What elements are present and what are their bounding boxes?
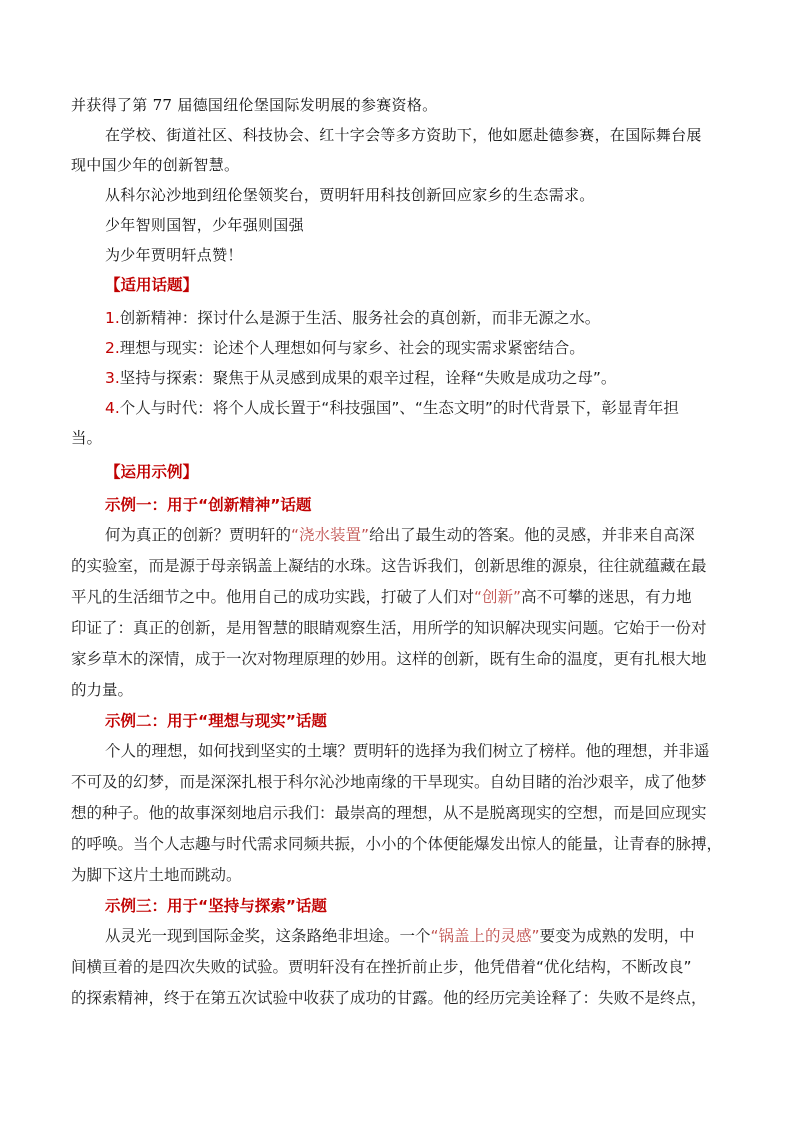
example-title-suffix: 话题: [295, 712, 327, 730]
example-title-suffix: 话题: [280, 496, 312, 514]
intro-line: 为少年贾明轩点赞！: [105, 246, 243, 264]
topics-list: [71, 303, 727, 453]
intro-line: 现中国少年的创新智慧。: [71, 156, 240, 174]
paragraph-line: 的实验室，而是源于母亲锅盖上凝结的水珠。这告诉我们，创新思维的源泉，往往就蕴藏在最: [71, 557, 707, 575]
paragraph-line: 为脚下这片土地而跳动。: [71, 866, 242, 884]
topic-number: 3.: [105, 369, 120, 387]
highlighted-term: “创新”: [474, 588, 522, 606]
topic-number: 4.: [105, 399, 120, 417]
paragraph-line: 印证了：真正的创新，是用智慧的眼睛观察生活，用所学的知识解决现实问题。它始于一份对: [71, 619, 707, 637]
example-3-body: [71, 921, 727, 1014]
text-run: 要变为成熟的发明，中: [539, 927, 695, 945]
topic-item: [71, 303, 727, 333]
intro-line: 并获得了第 77 届德国纽伦堡国际发明展的参赛资格。: [71, 96, 438, 114]
example-title-topic: “理想与现实”: [198, 712, 296, 730]
examples-heading: 【运用示例】: [105, 463, 199, 481]
highlighted-term: “浇水装置”: [291, 526, 370, 544]
paragraph-line: 的力量。: [71, 681, 134, 699]
topics-heading: 【适用话题】: [105, 276, 199, 294]
highlighted-term: “锅盖上的灵感”: [430, 927, 540, 945]
example-title-prefix: 示例二：用于: [105, 712, 199, 730]
paragraph-line: 想的种子。他的故事深刻地启示我们：最崇高的理想，从不是脱离现实的空想，而是回应现实: [71, 804, 707, 822]
paragraph-line: [71, 520, 727, 551]
paragraph-line: [71, 921, 727, 952]
example-title-prefix: 示例一：用于: [105, 496, 199, 514]
topic-number: 1.: [105, 309, 120, 327]
text-run: 高不可攀的迷思，有力地: [521, 588, 692, 606]
topic-item: [71, 393, 727, 423]
example-2-body: [71, 736, 727, 891]
example-2-title: [71, 706, 727, 736]
paragraph-line: [71, 582, 727, 613]
text-run: 给出了最生动的答案。他的灵感，并非来自高深: [369, 526, 695, 544]
paragraph-line: 间横亘着的是四次失败的试验。贾明轩没有在挫折前止步，他凭借着“优化结构，不断改良”: [71, 958, 692, 976]
text-run: 何为真正的创新？贾明轩的: [105, 526, 292, 544]
topic-text: 坚持与探索：聚焦于从灵感到成果的艰辛过程，诠释“失败是成功之母”。: [119, 369, 617, 387]
document-page: [71, 92, 727, 1014]
topic-text: 个人与时代：将个人成长置于“科技强国”、“生态文明”的时代背景下，彰显青年担: [119, 399, 679, 417]
topic-item: [71, 333, 727, 363]
paragraph-line: 家乡草木的深情，成于一次对物理原理的妙用。这样的创新，既有生命的温度，更有扎根大地: [71, 650, 707, 668]
text-run: 从灵光一现到国际金奖，这条路绝非坦途。一个: [105, 927, 431, 945]
example-1-title: [71, 490, 727, 520]
example-title-suffix: 话题: [295, 897, 327, 915]
paragraph-line: 个人的理想，如何找到坚实的土壤？贾明轩的选择为我们树立了榜样。他的理想，并非遥: [105, 742, 710, 760]
topic-item-continuation: 当。: [71, 429, 103, 447]
topic-text: 理想与现实：论述个人理想如何与家乡、社会的现实需求紧密结合。: [119, 339, 585, 357]
paragraph-line: 不可及的幻梦，而是深深扎根于科尔沁沙地南缘的干旱现实。自幼目睹的治沙艰辛，成了他梦: [71, 773, 707, 791]
example-title-topic: “创新精神”: [198, 496, 281, 514]
text-run: 平凡的生活细节之中。他用自己的成功实践，打破了人们对: [71, 588, 475, 606]
intro-section: [71, 92, 727, 269]
intro-line: 在学校、街道社区、科技协会、红十字会等多方资助下，他如愿赴德参赛，在国际舞台展: [105, 126, 702, 144]
paragraph-line: 的呼唤。当个人志趣与时代需求同频共振，小小的个体便能爆发出惊人的能量，让青春的脉搏，: [71, 835, 723, 853]
topic-number: 2.: [105, 339, 120, 357]
topic-text: 创新精神：探讨什么是源于生活、服务社会的真创新，而非无源之水。: [119, 309, 601, 327]
topic-item: [71, 363, 727, 393]
intro-line: 少年智则国智，少年强则国强: [105, 216, 304, 234]
example-1-body: [71, 520, 727, 706]
example-3-title: [71, 891, 727, 921]
intro-line: 从科尔沁沙地到纽伦堡领奖台，贾明轩用科技创新回应家乡的生态需求。: [105, 186, 595, 204]
example-title-topic: “坚持与探索”: [198, 897, 296, 915]
paragraph-line: 的探索精神，终于在第五次试验中收获了成功的甘露。他的经历完美诠释了：失败不是终点，: [71, 989, 707, 1007]
example-title-prefix: 示例三：用于: [105, 897, 199, 915]
